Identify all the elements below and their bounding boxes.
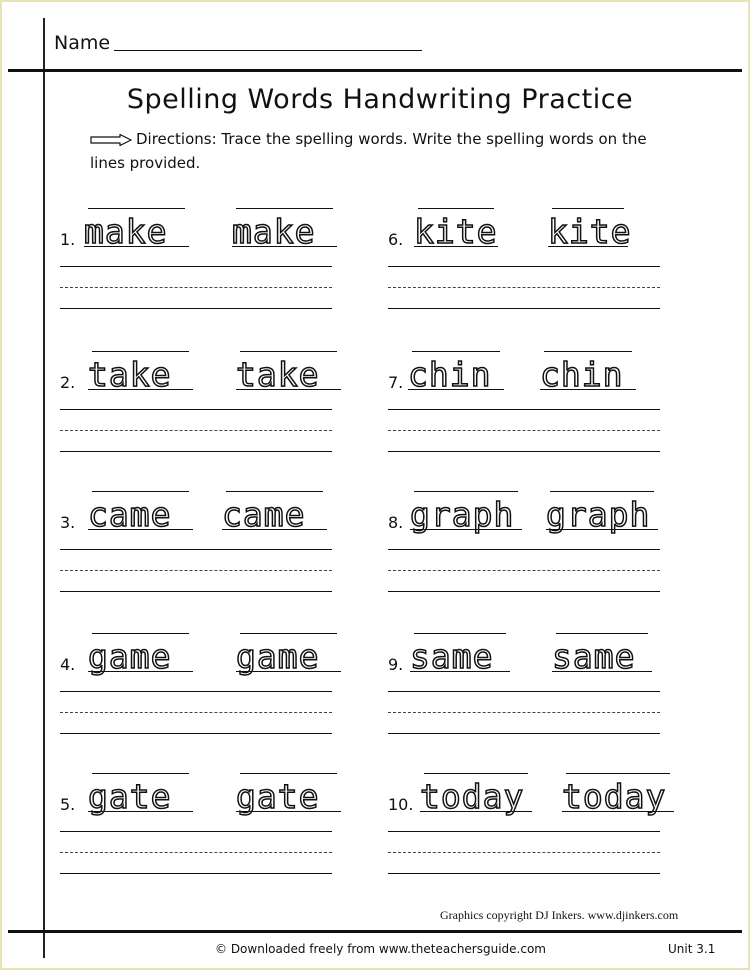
trace-cap-line (88, 208, 185, 209)
trace-word[interactable] (236, 625, 341, 687)
writing-lines[interactable] (60, 549, 332, 592)
trace-word-text: kite (548, 212, 632, 251)
worksheet-title: Spelling Words Handwriting Practice (126, 84, 634, 115)
writing-lines[interactable] (388, 691, 660, 734)
trace-word[interactable] (552, 625, 652, 687)
margin-line (43, 18, 45, 958)
writing-lines[interactable] (388, 831, 660, 874)
trace-word[interactable] (546, 483, 658, 545)
item-number: 9. (388, 655, 404, 674)
header-rule (8, 69, 742, 72)
trace-word-text: gate (88, 777, 172, 816)
trace-word[interactable] (88, 343, 193, 405)
trace-word-text: came (88, 495, 172, 534)
trace-word[interactable] (222, 483, 327, 545)
item-number: 10. (388, 795, 414, 814)
trace-word-text: today (562, 777, 667, 816)
spelling-item (388, 483, 678, 603)
item-number: 6. (388, 230, 404, 249)
trace-word-text: chin (408, 355, 492, 394)
item-number: 4. (60, 655, 76, 674)
trace-word-text: came (222, 495, 306, 534)
writing-lines[interactable] (60, 409, 332, 452)
item-number: 2. (60, 373, 76, 392)
item-number: 5. (60, 795, 76, 814)
item-number: 3. (60, 513, 76, 532)
writing-lines[interactable] (60, 691, 332, 734)
spelling-item (60, 483, 350, 603)
trace-word[interactable] (236, 765, 341, 827)
trace-word[interactable] (420, 765, 532, 827)
trace-cap-line (236, 208, 333, 209)
trace-word-text: today (420, 777, 525, 816)
trace-word-text: same (552, 637, 636, 676)
writing-lines[interactable] (60, 266, 332, 309)
writing-lines[interactable] (388, 409, 660, 452)
spelling-item (388, 200, 678, 320)
trace-word-text: make (84, 212, 168, 251)
spelling-item (60, 765, 350, 885)
trace-word[interactable] (84, 200, 189, 262)
item-number: 7. (388, 373, 404, 392)
trace-word[interactable] (562, 765, 674, 827)
trace-word[interactable] (548, 200, 632, 262)
graphics-credit: Graphics copyright DJ Inkers. www.djinkers.com (440, 908, 679, 922)
trace-word[interactable] (236, 343, 341, 405)
footer-rule (8, 930, 742, 933)
trace-word[interactable] (410, 483, 522, 545)
name-write-line[interactable] (114, 34, 422, 51)
trace-word-text: same (410, 637, 494, 676)
trace-word-text: graph (410, 495, 515, 534)
trace-word-text: graph (546, 495, 651, 534)
trace-word-text: take (88, 355, 172, 394)
trace-word[interactable] (88, 625, 193, 687)
spelling-item (388, 343, 678, 463)
directions-text: Directions: Trace the spelling words. Write the spelling words on the lines provided. (90, 130, 647, 172)
trace-word[interactable] (410, 625, 510, 687)
trace-word-text: game (236, 637, 320, 676)
spelling-item (60, 625, 350, 745)
trace-word[interactable] (88, 765, 193, 827)
trace-word-text: take (236, 355, 320, 394)
item-number: 8. (388, 513, 404, 532)
spelling-item (388, 625, 678, 745)
trace-word-text: gate (236, 777, 320, 816)
trace-word[interactable] (408, 343, 504, 405)
directions (90, 127, 680, 175)
footer-source: © Downloaded freely from www.theteachersguide.com (215, 942, 546, 956)
spelling-item (60, 200, 350, 320)
trace-word[interactable] (540, 343, 636, 405)
spelling-item (60, 343, 350, 463)
writing-lines[interactable] (60, 831, 332, 874)
trace-word-text: kite (414, 212, 498, 251)
spelling-item (388, 765, 678, 885)
trace-word[interactable] (232, 200, 337, 262)
trace-word[interactable] (414, 200, 498, 262)
writing-lines[interactable] (388, 266, 660, 309)
name-field-row (54, 32, 422, 54)
trace-word-text: game (88, 637, 172, 676)
item-number: 1. (60, 230, 76, 249)
writing-lines[interactable] (388, 549, 660, 592)
trace-word-text: make (232, 212, 316, 251)
name-label: Name (54, 32, 111, 54)
outline-arrow-right-icon (90, 134, 132, 146)
footer-unit: Unit 3.1 (668, 942, 716, 956)
trace-word-text: chin (540, 355, 624, 394)
trace-word[interactable] (88, 483, 193, 545)
